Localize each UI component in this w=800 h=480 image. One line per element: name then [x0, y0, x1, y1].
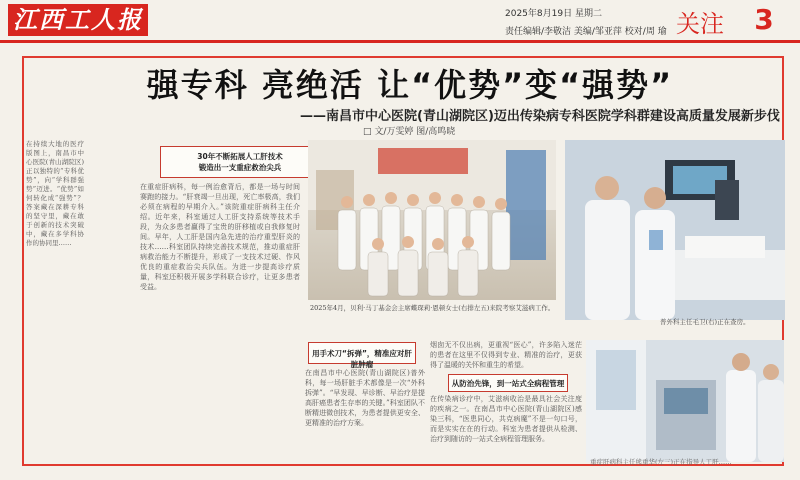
- section-label: 关注: [676, 10, 724, 38]
- group-photo-illustration: [308, 140, 556, 300]
- subheadline: ——南昌市中心医院(青山湖院区)迈出传染病专科医院学科群建设高质量发展新步伐: [300, 109, 780, 124]
- group-photo: [308, 140, 556, 300]
- section-heading-1: 30年不断拓展人工肝技术 锻造出一支重症救治尖兵: [160, 146, 320, 178]
- photo-caption-2: 普外科主任毛卫(右)正在查房。: [660, 318, 750, 326]
- section-heading-2: 用手术刀“拆弹”，精准应对肝脏肿瘤: [308, 342, 416, 364]
- newspaper-logo: 江西工人报: [8, 4, 148, 36]
- ward-round-photo: [565, 140, 785, 320]
- clinic-illustration: [586, 340, 784, 462]
- lead-column: 在持续大地的医疗版图上，南昌市中心医院(青山湖院区)正以独特的“专科优势”，向“学科群强势”迈进。“优势”如何转化成“强势”？答案藏在深耕专科的坚守里，藏在敢于创新的技术突破中，藏在多学科协作的协同里……: [26, 140, 84, 247]
- section-heading-3: 从防治先锋，到一站式全病程管理: [448, 374, 568, 392]
- headline: 强专科 亮绝活 让“优势”变“强势”: [146, 66, 674, 104]
- section-body-1: 在重症肝病科，每一例治愈背后，都是一场与时间赛跑的接力。“肝衰竭一旦出现，死亡率极高，我们必须在病程的早期介入。”该院重症肝病科主任介绍。近年来，科室通过人工肝支持系统等技术手段，为众多患者赢得了宝贵的肝移植或自我修复时间。早年，人工肝是国内急先进的治疗重型肝炎的技术……科室团队持续完善技术规范，推动重症肝病救治能力不断提升，形成了一支技术过硬、作风优良的重症救治尖兵队伍。为进一步提高诊疗质量，科室还积极开展多学科联合诊疗，让更多患者受益。: [140, 183, 300, 291]
- ward-round-illustration: [565, 140, 785, 320]
- clinic-photo: [586, 340, 784, 462]
- photo-caption-1: 2025年4月，贝利·马丁基金会主席蝶琛莉·恩顿女士(右排左五)来院考察艾滋病工作。: [310, 304, 555, 312]
- section-body-2: 在南昌市中心医院(青山湖院区)普外科，每一场肝脏手术都像是一次“外科拆弹”。“早发现、早诊断、早治疗是提高肝癌患者生存率的关键。”科室团队不断精进微创技术，为患者提供更安全、更精准的治疗方案。: [305, 369, 425, 427]
- masthead-rule: [0, 40, 800, 43]
- editor-credits: 责任编辑/李敬洁 美编/邹亚萍 校对/周 瑜: [505, 27, 667, 37]
- byline: □ 文/万雯婷 图/高鸣晓: [363, 127, 456, 137]
- section-body-3: 在传染病诊疗中，艾滋病收治是最具社会关注度的疾病之一。在南昌市中心医院(青山湖院区)感染三科，“医患同心，共克病魔”不是一句口号，而是实实在在的行动。科室为患者提供从检测、治疗到随访的一站式全病程管理服务。: [430, 395, 582, 443]
- photo-caption-3: 重症肝病科主任熊重华(左三)正在指导人工肝……: [590, 458, 732, 466]
- issue-date: 2025年8月19日 星期二: [505, 9, 602, 19]
- section-intro-3: 烟囱无不仅出病，更重视“医心”，许多陷入迷茫的患者在这里不仅得到专业、精准的治疗，更获得了温暖的关怀和重生的希望。: [430, 341, 582, 369]
- page-number: 3: [754, 3, 774, 36]
